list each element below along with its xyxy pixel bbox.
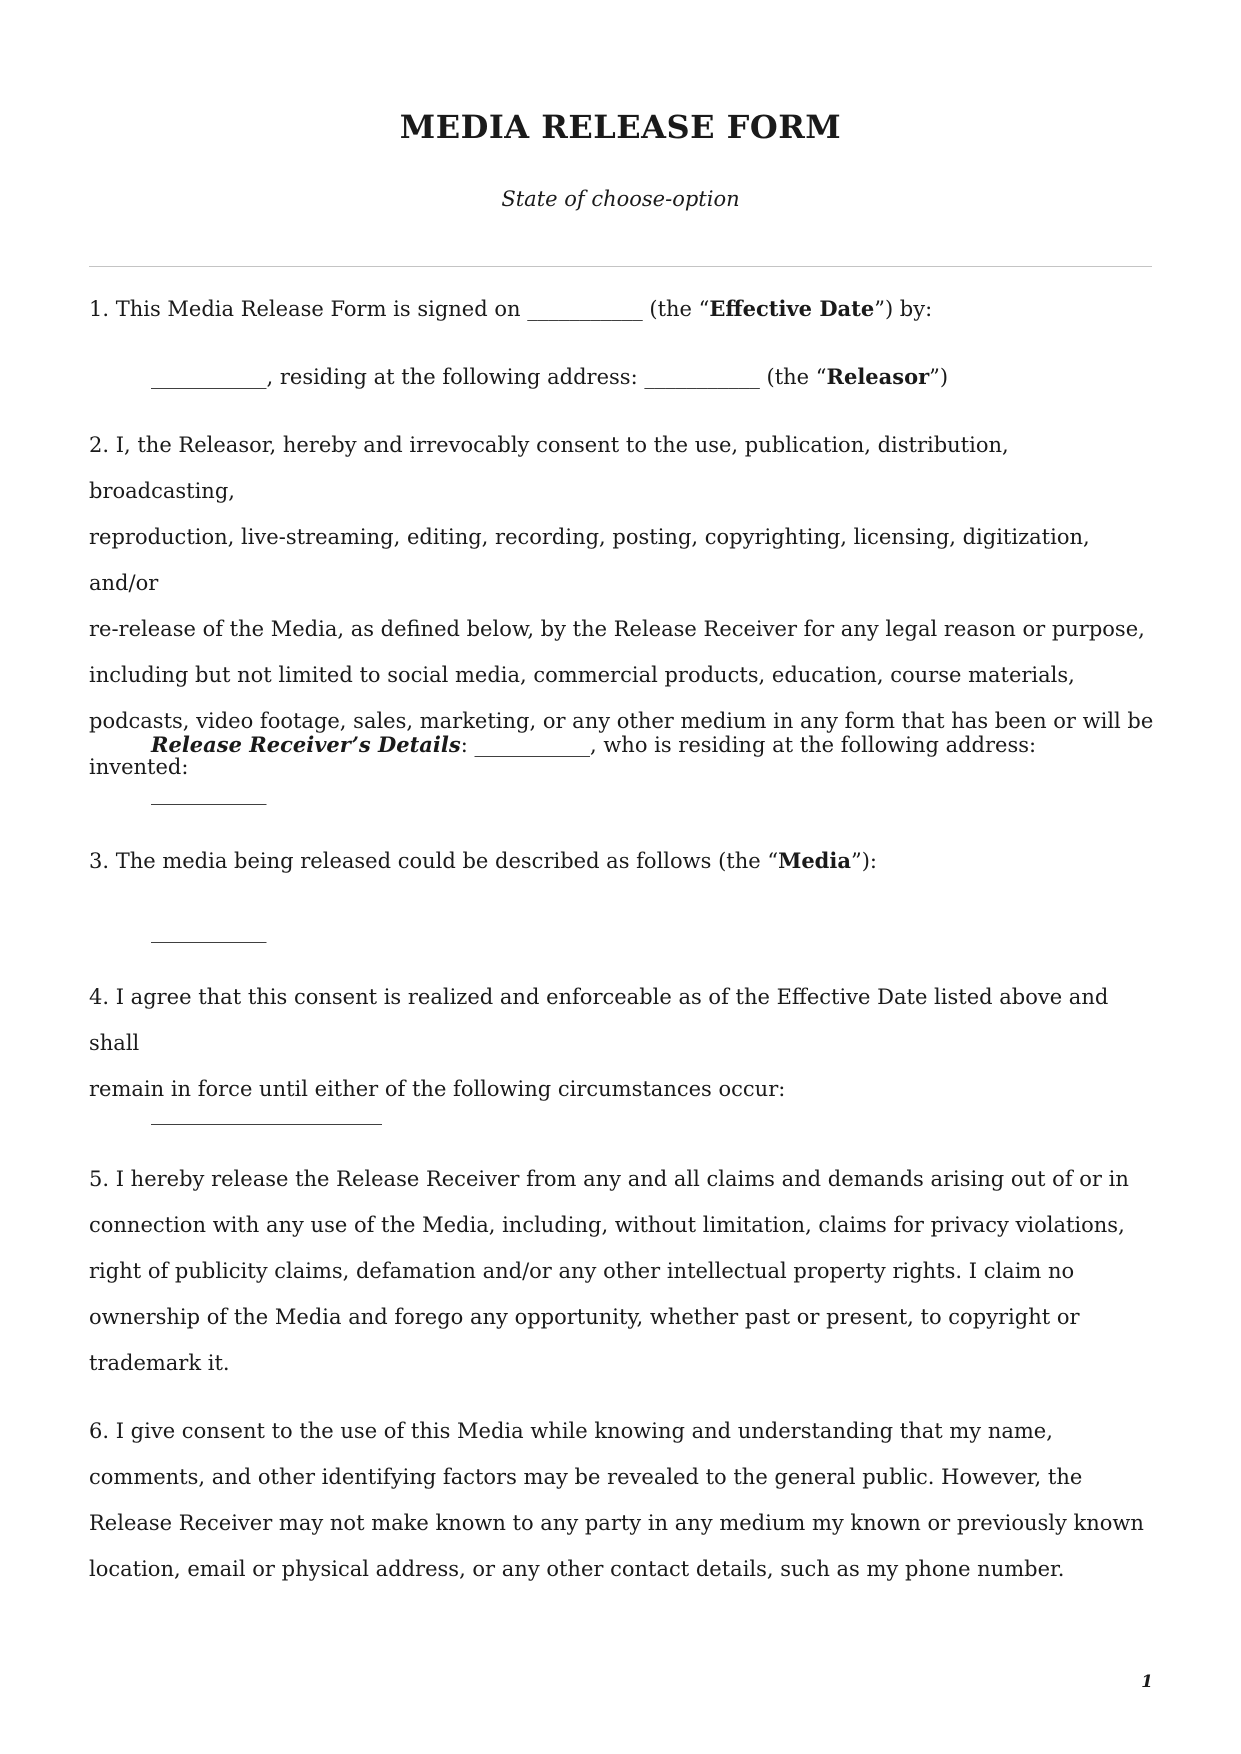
p2-line: invented: xyxy=(89,755,189,779)
p1-text-end: ”) by: xyxy=(874,297,933,321)
p4-line: 4. I agree that this consent is realized and enforceable as of the Effective Date listed above and shall xyxy=(89,985,1109,1055)
releasor-line xyxy=(151,354,1151,400)
receiver-text: , who is residing at the following address: xyxy=(589,733,1037,757)
releasor-line-end: ”) xyxy=(929,365,949,389)
paragraph-6 xyxy=(89,1408,1154,1592)
media-description-blank[interactable]: ___________ xyxy=(151,919,267,943)
effective-date-blank[interactable]: ___________ xyxy=(527,297,643,321)
p2-line: reproduction, live-streaming, editing, recording, posting, copyrighting, licensing, digitization, and/or xyxy=(89,525,1090,595)
circumstances-blank[interactable]: ______________________ xyxy=(151,1101,382,1125)
p2-line: 2. I, the Releasor, hereby and irrevocably consent to the use, publication, distribution, broadcasting, xyxy=(89,433,1009,503)
p6-line: Release Receiver may not make known to any party in any medium my known or previously known xyxy=(89,1511,1144,1535)
release-receiver-label: Release Receiver’s Details xyxy=(151,732,461,757)
p5-line: connection with any use of the Media, including, without limitation, claims for privacy violations, xyxy=(89,1213,1125,1237)
releasor-address-blank[interactable]: ___________ xyxy=(644,365,760,389)
paragraph-1 xyxy=(89,286,1154,332)
p5-line: 5. I hereby release the Release Receiver from any and all claims and demands arising out of or in xyxy=(89,1167,1129,1191)
receiver-name-blank[interactable]: ___________ xyxy=(474,733,590,757)
p5-line: ownership of the Media and forego any opportunity, whether past or present, to copyright or xyxy=(89,1305,1080,1329)
p2-line: podcasts, video footage, sales, marketing, or any other medium in any form that has been or will be xyxy=(89,709,1154,733)
releasor-term: Releasor xyxy=(826,364,930,389)
header-divider xyxy=(89,266,1152,267)
p5-line: right of publicity claims, defamation and/or any other intellectual property rights. I claim no xyxy=(89,1259,1075,1283)
receiver-colon: : xyxy=(460,733,475,757)
releasor-line-pre: (the “ xyxy=(759,365,827,389)
p6-line: location, email or physical address, or any other contact details, such as my phone number. xyxy=(89,1557,1065,1581)
page-number: 1 xyxy=(1141,1672,1153,1692)
p5-line: trademark it. xyxy=(89,1351,230,1375)
release-receiver-details xyxy=(151,722,1151,768)
p6-line: comments, and other identifying factors may be revealed to the general public. However, the xyxy=(89,1465,1083,1489)
releasor-line-mid: , residing at the following address: xyxy=(266,365,645,389)
p2-line: re-release of the Media, as defined below, by the Release Receiver for any legal reason or purpose, xyxy=(89,617,1145,641)
p2-line: including but not limited to social media, commercial products, education, course materials, xyxy=(89,663,1075,687)
effective-date-term: Effective Date xyxy=(709,296,875,321)
media-term: Media xyxy=(778,848,851,873)
p1-text-start: 1. This Media Release Form is signed on xyxy=(89,297,528,321)
receiver-address-blank[interactable]: ___________ xyxy=(151,781,267,805)
p3-text-end: ”): xyxy=(850,849,877,873)
document-title: MEDIA RELEASE FORM xyxy=(399,108,842,146)
p1-text-mid: (the “ xyxy=(642,297,710,321)
paragraph-3 xyxy=(89,838,1154,884)
p4-line: remain in force until either of the following circumstances occur: xyxy=(89,1077,786,1101)
releasor-name-blank[interactable]: ___________ xyxy=(151,365,267,389)
paragraph-5 xyxy=(89,1156,1154,1386)
state-subtitle: State of choose-option xyxy=(501,187,740,211)
p6-line: 6. I give consent to the use of this Media while knowing and understanding that my name, xyxy=(89,1419,1053,1443)
p3-text-start: 3. The media being released could be described as follows (the “ xyxy=(89,849,779,873)
